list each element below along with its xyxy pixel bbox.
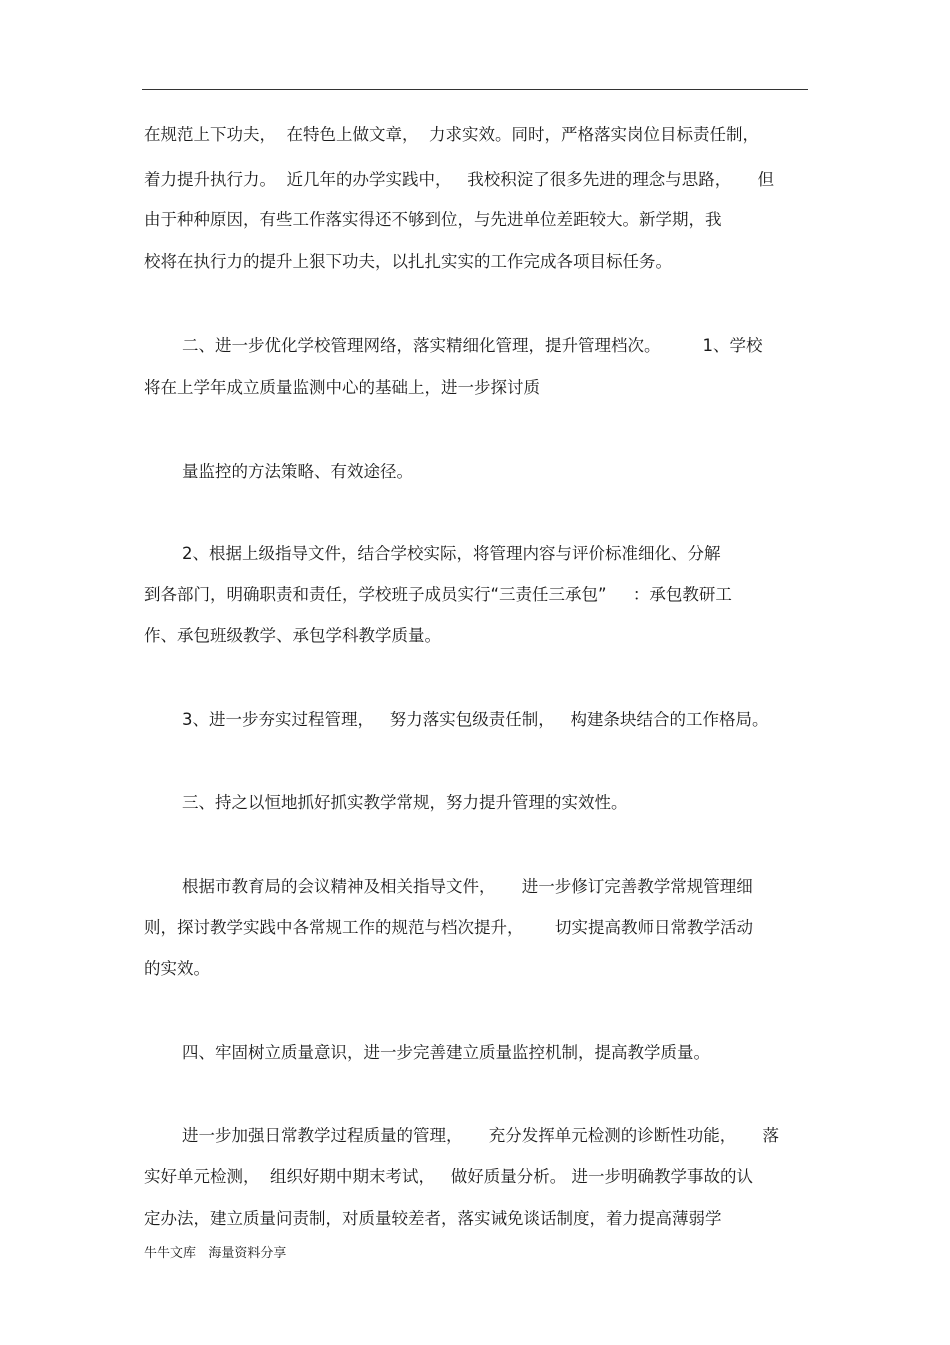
text-line: 由于种种原因，有些工作落实得还不够到位，与先进单位差距较大。新学期，我 [144, 210, 722, 229]
text-line: 进一步加强日常教学过程质量的管理， 充分发挥单元检测的诊断性功能， 落 [182, 1126, 779, 1145]
header-rule [142, 89, 808, 90]
text-line: 作、承包班级教学、承包学科教学质量。 [144, 626, 441, 645]
text-line: 校将在执行力的提升上狠下功夫，以扎扎实实的工作完成各项目标任务。 [144, 252, 672, 271]
section-heading-2: 二、进一步优化学校管理网络，落实精细化管理，提升管理档次。 1、学校 [182, 336, 763, 355]
text-line: 3、进一步夯实过程管理， 努力落实包级责任制， 构建条块结合的工作格局。 [182, 710, 769, 729]
text-line: 则，探讨教学实践中各常规工作的规范与档次提升， 切实提高教师日常教学活动 [144, 918, 753, 937]
text-line: 2、根据上级指导文件，结合学校实际，将管理内容与评价标准细化、分解 [182, 544, 721, 563]
text-line: 在规范上下功夫， 在特色上做文章， 力求实效。同时，严格落实岗位目标责任制， [144, 125, 759, 144]
text-line: 量监控的方法策略、有效途径。 [182, 462, 413, 481]
text-line: 定办法，建立质量问责制，对质量较差者，落实诫免谈话制度，着力提高薄弱学 [144, 1209, 722, 1228]
text-line: 的实效。 [144, 959, 210, 978]
text-line: 着力提升执行力。 近几年的办学实践中， 我校积淀了很多先进的理念与思路， 但 [144, 170, 774, 189]
text-line: 将在上学年成立质量监测中心的基础上，进一步探讨质 [144, 378, 540, 397]
text-line: 到各部门，明确职责和责任，学校班子成员实行“三责任三承包” ：承包教研工 [144, 585, 732, 604]
section-heading-3: 三、持之以恒地抓好抓实教学常规，努力提升管理的实效性。 [182, 793, 628, 812]
section-heading-4: 四、牢固树立质量意识，进一步完善建立质量监控机制，提高教学质量。 [182, 1043, 710, 1062]
page-footer: 牛牛文库 海量资料分享 [144, 1246, 287, 1261]
text-line: 实好单元检测， 组织好期中期末考试， 做好质量分析。 进一步明确教学事故的认 [144, 1167, 753, 1186]
text-line: 根据市教育局的会议精神及相关指导文件， 进一步修订完善教学常规管理细 [182, 877, 753, 896]
